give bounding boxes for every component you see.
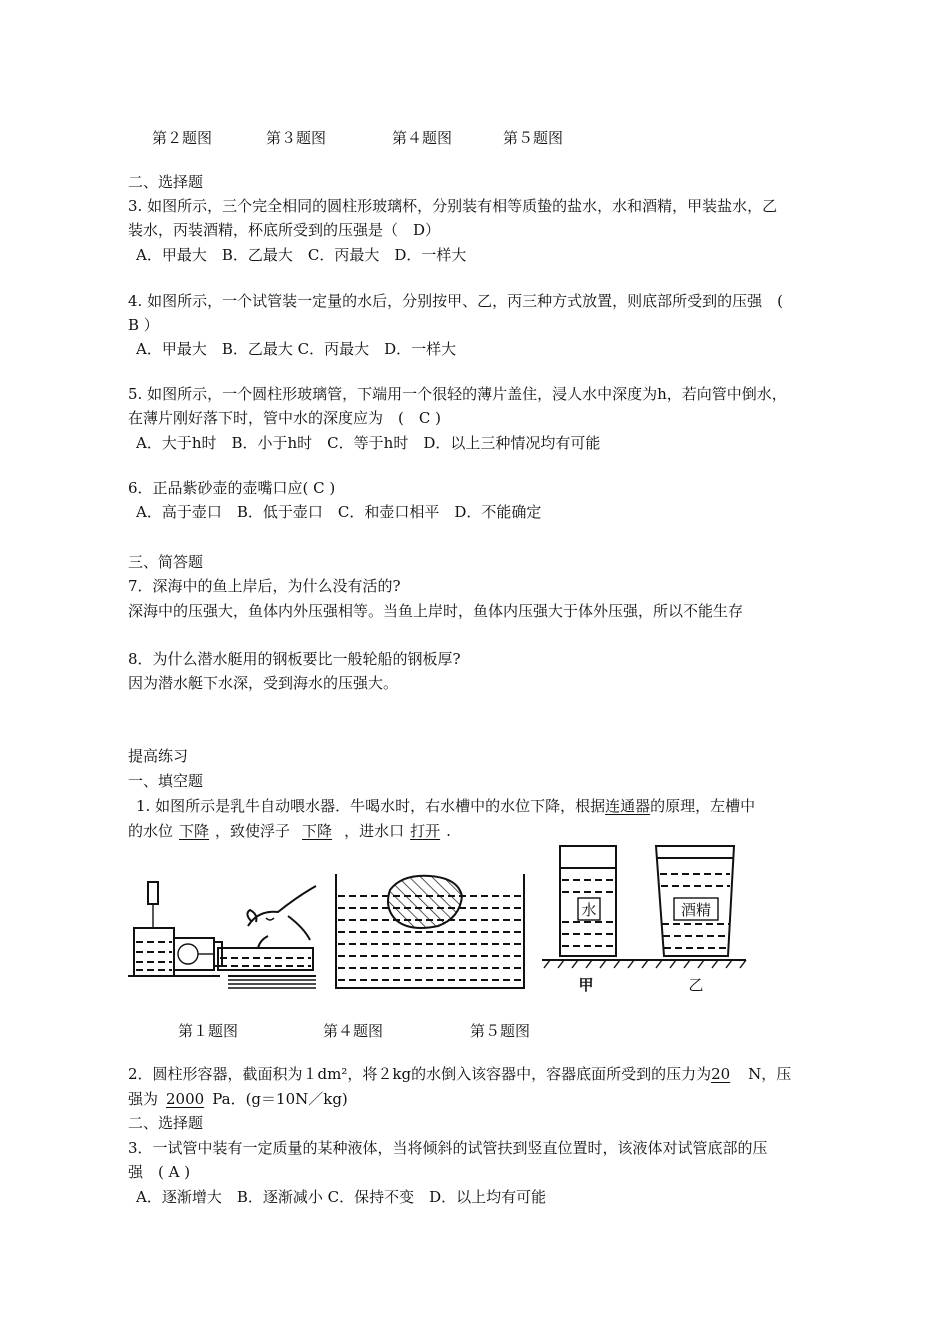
adv-q2-text3: 强为 xyxy=(128,1090,159,1108)
adv-q1-text1: 1. 如图所示是乳牛自动喂水器．牛喝水时，右水槽中的水位下降，根据 xyxy=(136,797,606,815)
caption-fig3: 第３题图 xyxy=(266,129,327,147)
caption-adv-fig4: 第４题图 xyxy=(323,1022,384,1040)
adv-q1-blank3: 下降 xyxy=(302,822,333,840)
label-alcohol: 酒精 xyxy=(680,901,712,919)
float xyxy=(178,944,198,964)
adv-q3-line1: 3．一试管中装有一定质量的某种液体，当将倾斜的试管扶到竖直位置时，该液体对试管底部的压 xyxy=(128,1139,768,1157)
adv-q2-line1 xyxy=(128,1064,791,1084)
adv-q1-line2 xyxy=(128,821,451,841)
adv-q2-text1: 2．圆柱形容器，截面积为１dm²，将２kg的水倒入该容器中，容器底面所受到的压力为 xyxy=(128,1065,712,1083)
label-water: 水 xyxy=(581,901,597,919)
q5-line2: 在薄片刚好落下时，管中水的深度应为 ( C ) xyxy=(128,409,441,427)
caption-fig5: 第５题图 xyxy=(503,129,564,147)
label-jia: 甲 xyxy=(578,976,594,994)
fill-heading: 一、填空题 xyxy=(128,772,204,790)
adv-q1-blank1: 连通器 xyxy=(605,797,651,815)
q6-options: A．高于壶口 B．低于壶口 C．和壶口相平 D．不能确定 xyxy=(136,503,542,521)
adv-q3-options: A．逐渐增大 B．逐渐减小 C．保持不变 D．以上均有可能 xyxy=(136,1188,547,1206)
q4-options: A．甲最大 B．乙最大 C．丙最大 D．一样大 xyxy=(136,340,457,358)
q3-options: A．甲最大 B．乙最大 C．丙最大 D．一样大 xyxy=(136,246,467,264)
adv-q1-text2: 的原理，左槽中 xyxy=(650,797,756,815)
adv-q1-text3: 的水位 xyxy=(128,822,174,840)
adv-q3-line2: 强 ( A ) xyxy=(128,1163,191,1181)
q5-options: A．大于h时 B．小于h时 C．等于h时 D．以上三种情况均有可能 xyxy=(136,434,601,452)
q4-line2: B ） xyxy=(128,316,159,334)
q4-line1: 4. 如图所示，一个试管装一定量的水后，分别按甲、乙，丙三种方式放置，则底部所受到的压强 ( xyxy=(128,292,783,310)
adv-q1-blank4: 打开 xyxy=(410,822,441,840)
q7-question: 7．深海中的鱼上岸后，为什么没有活的? xyxy=(128,577,401,595)
adv-q2-blank1: 20 xyxy=(711,1065,731,1083)
caption-adv-fig5: 第５题图 xyxy=(470,1022,531,1040)
caption-fig4: 第４题图 xyxy=(392,129,453,147)
advanced-title: 提高练习 xyxy=(128,747,189,765)
q3-line2: 装水，丙装酒精，杯底所受到的压强是（ D） xyxy=(128,221,441,239)
q8-answer: 因为潜水艇下水深，受到海水的压强大。 xyxy=(128,674,399,692)
adv-q1-text6: . xyxy=(446,822,451,840)
adv-choice-heading: 二、选择题 xyxy=(128,1114,204,1132)
adv-q1-text4: ，致使浮子 xyxy=(215,822,291,840)
adv-q2-text2: N，压 xyxy=(748,1065,792,1083)
q5-line1: 5. 如图所示，一个圆柱形玻璃管，下端用一个很轻的薄片盖住，浸人水中深度为h，若向管中倒水， xyxy=(128,385,787,403)
inlet-valve xyxy=(148,882,158,904)
cow-head xyxy=(247,886,316,948)
section-heading-short-answer: 三、简答题 xyxy=(128,553,204,571)
adv-q2-blank2: 2000 xyxy=(166,1090,205,1108)
figure-cow-feeder xyxy=(128,876,323,992)
q8-question: 8．为什么潜水艇用的钢板要比一般轮船的钢板厚? xyxy=(128,650,461,668)
figure-floating-block xyxy=(330,866,528,994)
adv-q2-line2 xyxy=(128,1089,348,1109)
adv-q1-text5: ，进水口 xyxy=(344,822,405,840)
section-heading-choice: 二、选择题 xyxy=(128,173,204,191)
adv-q2-text4: Pa．(g＝10N／kg) xyxy=(212,1090,348,1108)
figure-two-containers xyxy=(540,840,748,996)
label-yi: 乙 xyxy=(688,976,704,994)
adv-q1-line1 xyxy=(136,796,755,816)
caption-fig2: 第２题图 xyxy=(152,129,213,147)
q7-answer: 深海中的压强大，鱼体内外压强相等。当鱼上岸时，鱼体内压强大于体外压强，所以不能生存 xyxy=(128,602,744,620)
caption-adv-fig1: 第１题图 xyxy=(178,1022,239,1040)
q6-line1: 6．正品紫砂壶的壶嘴口应( C ) xyxy=(128,479,336,497)
q3-line1: 3. 如图所示，三个完全相同的圆柱形玻璃杯，分别装有相等质蛰的盐水，水和酒精，甲装盐水，乙 xyxy=(128,197,778,215)
adv-q1-blank2: 下降 xyxy=(179,822,210,840)
